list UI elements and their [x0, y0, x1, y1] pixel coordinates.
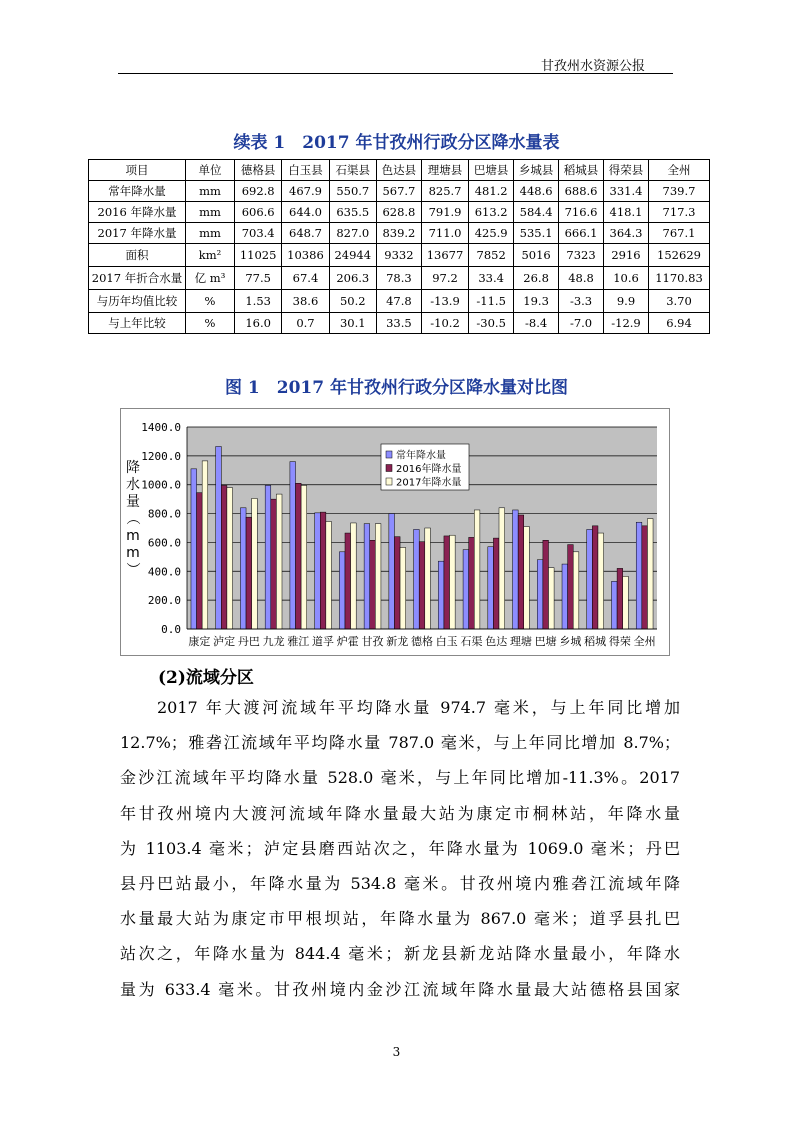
y-tick-label: 800.0	[147, 507, 181, 521]
x-tick-label: 泸定	[213, 635, 236, 648]
header-rule	[118, 73, 673, 74]
bar	[647, 519, 653, 629]
x-tick-label: 甘孜	[361, 635, 384, 648]
table-row	[89, 202, 710, 223]
bar	[562, 564, 568, 629]
paragraph-line: 2017 年大渡河流域年平均降水量 974.7 毫米，与上年同比增加	[157, 698, 680, 717]
y-tick-label: 1000.0	[141, 478, 181, 492]
table-cell: 418.1	[604, 202, 649, 223]
table-cell: 47.8	[376, 290, 421, 313]
bar	[351, 523, 357, 629]
bar	[221, 485, 227, 629]
bar	[315, 513, 321, 629]
y-tick-label: 400.0	[147, 565, 181, 579]
table-cell: 791.9	[421, 202, 468, 223]
table-cell: 2916	[604, 244, 649, 267]
bar	[518, 515, 524, 629]
table-cell: 739.7	[649, 181, 710, 202]
table-cell: 717.3	[649, 202, 710, 223]
bar	[227, 488, 233, 629]
table-cell: 711.0	[421, 223, 468, 244]
bar	[290, 462, 296, 629]
table-cell: 与上年比较	[89, 313, 186, 334]
table-cell: 9332	[376, 244, 421, 267]
table-cell: 206.3	[329, 267, 376, 290]
table-header-cell: 巴塘县	[469, 160, 514, 181]
table-cell: -13.9	[421, 290, 468, 313]
table-header-cell: 项目	[89, 160, 186, 181]
paragraph-line: 县丹巴站最小，年降水量为 534.8 毫米。甘孜州境内雅砻江流域年降	[120, 874, 680, 894]
table-cell: 97.2	[421, 267, 468, 290]
table-cell: 331.4	[604, 181, 649, 202]
x-tick-label: 乡城	[559, 635, 582, 648]
table-cell: 567.7	[376, 181, 421, 202]
bar	[394, 537, 400, 629]
paragraph-line: 量为 633.4 毫米。甘孜州境内金沙江流域年降水量最大站德格县国家	[120, 979, 680, 999]
paragraph-line: 为 1103.4 毫米；泸定县磨西站次之，年降水量为 1069.0 毫米；丹巴	[120, 838, 680, 858]
legend-label: 常年降水量	[396, 450, 446, 462]
paragraph-line: 12.7%；雅砻江流域年平均降水量 787.0 毫米，与上年同比增加 8.7%；	[120, 733, 680, 753]
bar	[611, 581, 617, 629]
table-cell: 839.2	[376, 223, 421, 244]
table-cell: 152629	[649, 244, 710, 267]
table-cell: 692.8	[235, 181, 282, 202]
paragraph-line: 水量最大站为康定市甲根坝站，年降水量为 867.0 毫米；道孚县扎巴	[120, 909, 680, 929]
precipitation-chart	[120, 408, 670, 656]
table-cell: 50.2	[329, 290, 376, 313]
bar	[400, 547, 406, 629]
table-cell: mm	[186, 223, 235, 244]
x-tick-label: 色达	[485, 635, 508, 648]
bar	[524, 527, 530, 629]
table-header-cell: 德格县	[235, 160, 282, 181]
table-header-cell: 理塘县	[421, 160, 468, 181]
precipitation-table	[88, 159, 710, 334]
running-header: 甘孜州水资源公报	[540, 59, 645, 74]
table-header-cell: 石渠县	[329, 160, 376, 181]
y-axis-label-char: （	[124, 511, 140, 525]
bar	[202, 461, 208, 629]
page-number: 3	[392, 1045, 401, 1059]
bar	[246, 517, 252, 629]
table-cell: 77.5	[235, 267, 282, 290]
y-axis-label-char: 降	[126, 460, 140, 476]
table-header-cell: 得荣县	[604, 160, 649, 181]
bar	[548, 568, 554, 629]
bar	[573, 552, 579, 629]
x-tick-label: 稻城	[584, 635, 607, 648]
table-cell: km²	[186, 244, 235, 267]
figure-caption: 图 1 2017 年甘孜州行政分区降水量对比图	[225, 378, 568, 398]
y-axis-label-char: 水	[126, 477, 140, 493]
table-cell: 613.2	[469, 202, 514, 223]
table-header-cell: 白玉县	[282, 160, 329, 181]
table-cell: 亿 m³	[186, 267, 235, 290]
bar	[252, 498, 258, 629]
x-tick-label: 九龙	[262, 635, 285, 648]
table-cell: 33.4	[469, 267, 514, 290]
table-cell: 3.70	[649, 290, 710, 313]
table-cell: 48.8	[559, 267, 604, 290]
bar	[301, 485, 307, 629]
y-tick-label: 0.0	[161, 623, 181, 636]
legend-swatch	[386, 465, 392, 472]
table-cell: 481.2	[469, 181, 514, 202]
bar	[568, 545, 574, 629]
table-cell: 666.1	[559, 223, 604, 244]
bar	[414, 529, 420, 629]
table-cell: 688.6	[559, 181, 604, 202]
table-row	[89, 181, 710, 202]
bar	[623, 576, 629, 629]
legend-swatch	[386, 451, 392, 458]
legend-label: 2017年降水量	[396, 477, 462, 489]
bar	[375, 524, 381, 629]
paragraph-line: 站次之，年降水量为 844.4 毫米；新龙县新龙站降水量最小，年降水	[120, 944, 680, 964]
bar	[592, 526, 598, 629]
bar	[444, 536, 450, 629]
x-tick-label: 新龙	[386, 635, 409, 648]
table-cell: -7.0	[559, 313, 604, 334]
body-paragraph	[120, 690, 680, 1007]
y-axis-label-char: m	[126, 528, 140, 544]
table-cell: 2016 年降水量	[89, 202, 186, 223]
bar	[488, 547, 494, 629]
y-axis-label-char: m	[126, 545, 140, 561]
table-cell: 26.8	[514, 267, 559, 290]
table-cell: 19.3	[514, 290, 559, 313]
bar	[419, 542, 425, 629]
legend-swatch	[386, 478, 392, 485]
bar	[191, 469, 197, 629]
bar	[197, 493, 203, 629]
x-tick-label: 白玉	[435, 635, 458, 648]
bar	[513, 510, 519, 629]
bar	[636, 522, 642, 629]
table-cell: 467.9	[282, 181, 329, 202]
table-header-cell: 色达县	[376, 160, 421, 181]
table-cell: 364.3	[604, 223, 649, 244]
bar	[463, 550, 469, 629]
legend-label: 2016年降水量	[396, 464, 462, 475]
table-row	[89, 290, 710, 313]
paragraph-line: 年甘孜州境内大渡河流域年降水量最大站为康定市桐林站，年降水量	[120, 803, 680, 823]
table-cell: 6.94	[649, 313, 710, 334]
table-caption: 续表 1 2017 年甘孜州行政分区降水量表	[233, 133, 560, 153]
section-heading: (2)流域分区	[158, 668, 254, 688]
table-cell: 703.4	[235, 223, 282, 244]
table-header-cell: 乡城县	[514, 160, 559, 181]
table-cell: 1170.83	[649, 267, 710, 290]
table-cell: 635.5	[329, 202, 376, 223]
table-cell: 7323	[559, 244, 604, 267]
y-axis-label-char: ）	[124, 562, 140, 576]
bar	[364, 524, 370, 629]
bar	[493, 538, 499, 629]
bar	[296, 483, 302, 629]
table-cell: 38.6	[282, 290, 329, 313]
table-cell: 606.6	[235, 202, 282, 223]
x-tick-label: 德格	[411, 635, 433, 648]
table-cell: mm	[186, 202, 235, 223]
x-tick-label: 康定	[188, 635, 211, 648]
bar	[438, 561, 444, 629]
y-tick-label: 1400.0	[141, 421, 181, 434]
table-cell: 584.4	[514, 202, 559, 223]
table-header-cell: 单位	[186, 160, 235, 181]
table-row	[89, 244, 710, 267]
bar	[499, 508, 505, 629]
table-cell: -12.9	[604, 313, 649, 334]
table-row	[89, 223, 710, 244]
bar	[326, 522, 332, 629]
bar	[469, 537, 475, 629]
table-cell: 24944	[329, 244, 376, 267]
table-cell: 2017 年降水量	[89, 223, 186, 244]
bar	[370, 540, 376, 629]
bar	[543, 540, 549, 629]
bar	[617, 568, 623, 629]
table-cell: 716.6	[559, 202, 604, 223]
table-cell: 448.6	[514, 181, 559, 202]
table-row	[89, 267, 710, 290]
x-tick-label: 炉霍	[336, 635, 359, 648]
table-row	[89, 313, 710, 334]
paragraph-line: 金沙江流域年平均降水量 528.0 毫米，与上年同比增加-11.3%。2017	[120, 768, 680, 788]
x-tick-label: 雅江	[287, 635, 310, 648]
table-cell: 面积	[89, 244, 186, 267]
y-tick-label: 600.0	[147, 536, 181, 550]
table-header-cell: 全州	[649, 160, 710, 181]
table-cell: 78.3	[376, 267, 421, 290]
table-cell: 9.9	[604, 290, 649, 313]
table-cell: 628.8	[376, 202, 421, 223]
table-cell: -8.4	[514, 313, 559, 334]
table-cell: 0.7	[282, 313, 329, 334]
table-cell: 767.1	[649, 223, 710, 244]
table-cell: %	[186, 313, 235, 334]
table-cell: 67.4	[282, 267, 329, 290]
x-tick-label: 丹巴	[237, 635, 260, 648]
bar	[389, 514, 395, 629]
y-axis-label-char: 量	[126, 494, 140, 510]
table-cell: -3.3	[559, 290, 604, 313]
table-header-cell: 稻城县	[559, 160, 604, 181]
y-tick-label: 1200.0	[141, 449, 181, 463]
table-cell: 7852	[469, 244, 514, 267]
table-cell: 425.9	[469, 223, 514, 244]
table-cell: 827.0	[329, 223, 376, 244]
table-cell: 与历年均值比较	[89, 290, 186, 313]
table-cell: 550.7	[329, 181, 376, 202]
table-cell: -11.5	[469, 290, 514, 313]
table-cell: 10.6	[604, 267, 649, 290]
table-cell: %	[186, 290, 235, 313]
bar	[450, 535, 456, 629]
bar	[474, 510, 480, 629]
table-cell: 648.7	[282, 223, 329, 244]
bar	[276, 494, 282, 629]
x-tick-label: 道孚	[312, 635, 335, 648]
x-tick-label: 全州	[633, 635, 656, 648]
table-cell: mm	[186, 181, 235, 202]
table-cell: 33.5	[376, 313, 421, 334]
table-cell: 10386	[282, 244, 329, 267]
table-cell: 5016	[514, 244, 559, 267]
table-header-row	[89, 160, 710, 181]
chart-canvas	[121, 409, 669, 655]
bar	[598, 533, 604, 629]
bar	[271, 499, 277, 629]
bar	[265, 485, 271, 629]
bar	[537, 560, 543, 629]
bar	[345, 533, 351, 629]
table-cell: 11025	[235, 244, 282, 267]
table-cell: 825.7	[421, 181, 468, 202]
table-cell: 13677	[421, 244, 468, 267]
table-cell: 16.0	[235, 313, 282, 334]
table-cell: 2017 年折合水量	[89, 267, 186, 290]
y-tick-label: 200.0	[147, 594, 181, 608]
x-tick-label: 巴塘	[534, 635, 557, 648]
table-cell: -30.5	[469, 313, 514, 334]
x-tick-label: 得荣	[608, 635, 631, 648]
table-cell: 644.0	[282, 202, 329, 223]
table-cell: 30.1	[329, 313, 376, 334]
table-cell: 1.53	[235, 290, 282, 313]
table-cell: 535.1	[514, 223, 559, 244]
bar	[320, 512, 326, 629]
bar	[339, 552, 345, 629]
bar	[642, 526, 648, 629]
bar	[425, 528, 431, 629]
table-cell: 常年降水量	[89, 181, 186, 202]
bar	[587, 529, 593, 629]
bar	[216, 446, 222, 629]
bar	[240, 508, 246, 629]
x-tick-label: 石渠	[460, 635, 483, 648]
table-cell: -10.2	[421, 313, 468, 334]
x-tick-label: 理塘	[509, 635, 532, 648]
